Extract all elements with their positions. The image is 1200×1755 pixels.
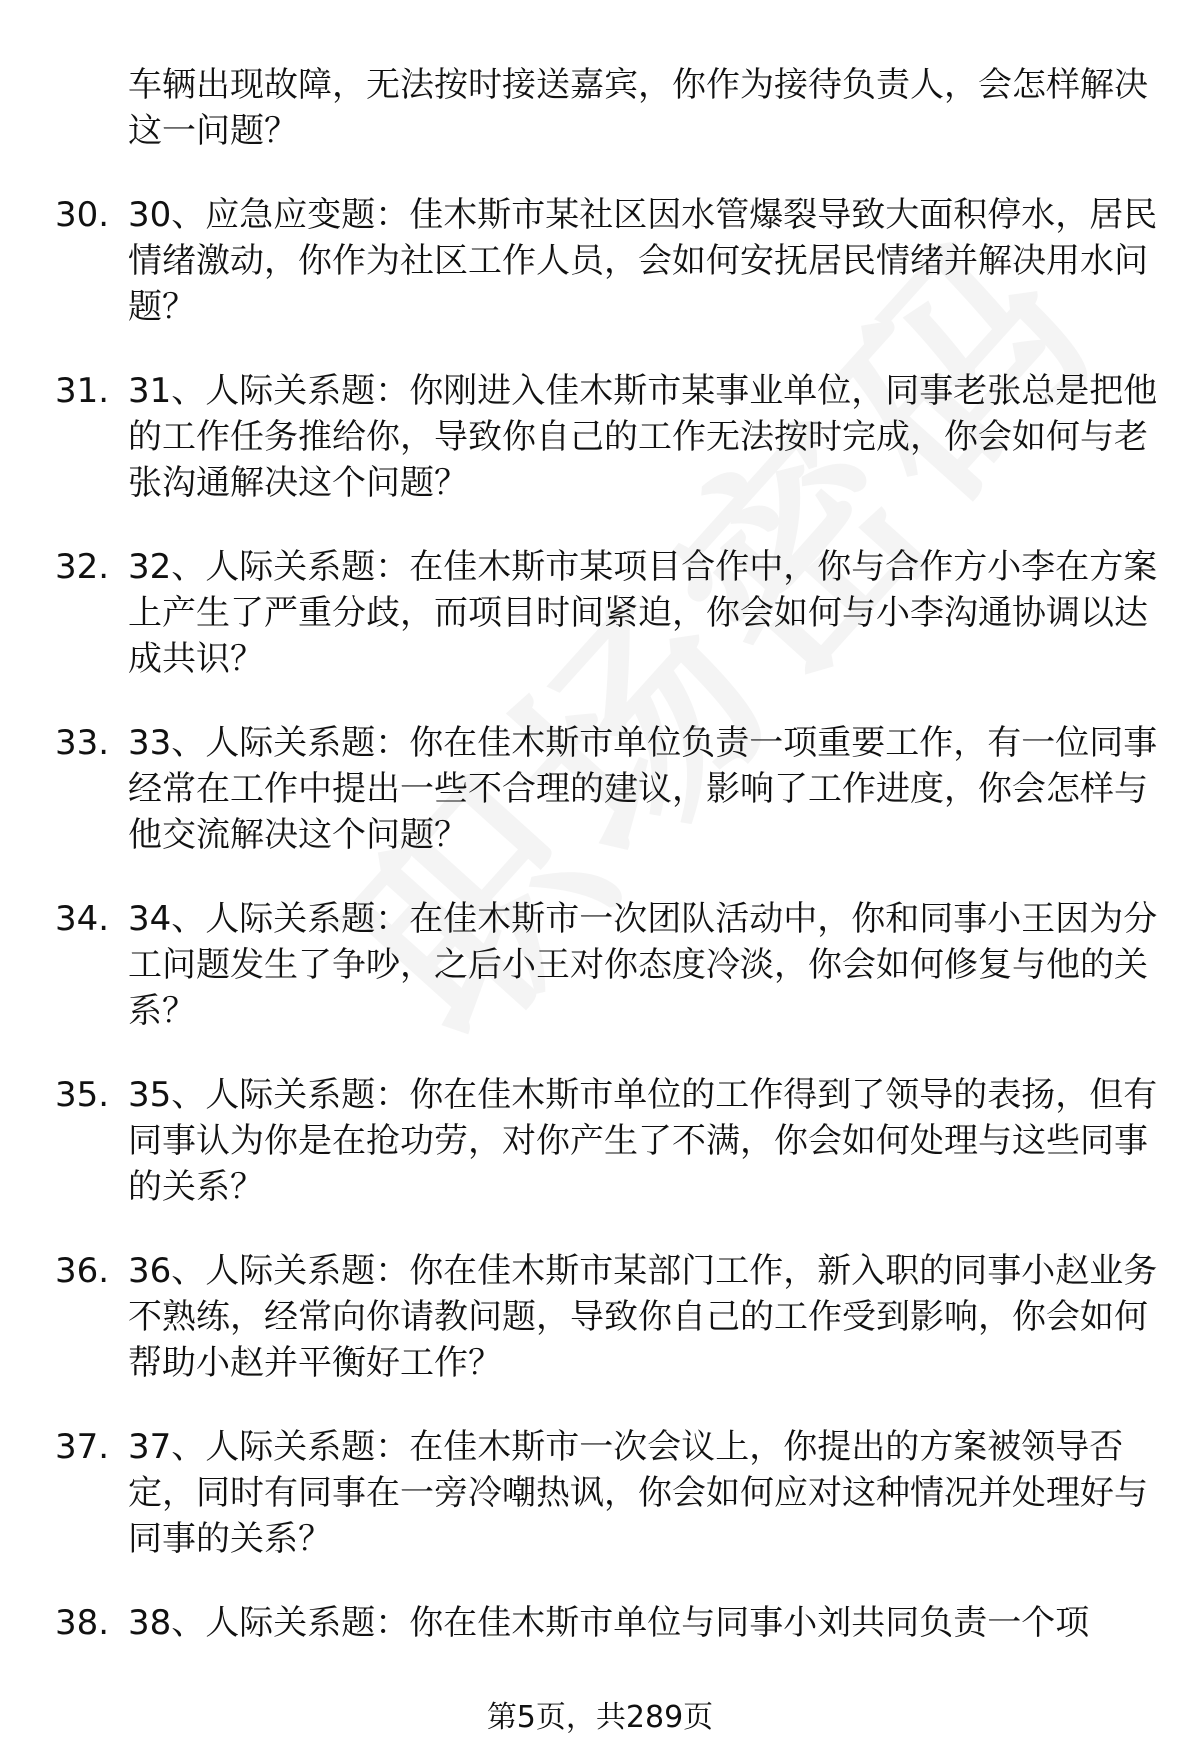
item-text: 36、人际关系题：你在佳木斯市某部门工作，新入职的同事小赵业务不熟练，经常向你请教问题，导致你自己的工作受到影响，你会如何帮助小赵并平衡好工作？ [128, 1251, 1158, 1383]
item-text: 38、人际关系题：你在佳木斯市单位与同事小刘共同负责一个项 [128, 1603, 1090, 1643]
list-item [0, 720, 1200, 858]
item-text: 32、人际关系题：在佳木斯市某项目合作中，你与合作方小李在方案上产生了严重分歧，而项目时间紧迫，你会如何与小李沟通协调以达成共识？ [128, 547, 1158, 679]
item-number: 34. [55, 899, 110, 939]
item-text: 37、人际关系题：在佳木斯市一次会议上，你提出的方案被领导否定，同时有同事在一旁冷嘲热讽，你会如何应对这种情况并处理好与同事的关系？ [128, 1427, 1148, 1559]
list-item [0, 1072, 1200, 1210]
list-item [0, 62, 1200, 154]
item-number: 38. [55, 1603, 110, 1643]
item-number: 36. [55, 1251, 110, 1291]
page-footer: 第5页，共289页 [486, 1700, 714, 1735]
item-text: 30、应急应变题：佳木斯市某社区因水管爆裂导致大面积停水，居民情绪激动，你作为社区工作人员，会如何安抚居民情绪并解决用水问题？ [128, 195, 1158, 327]
item-text: 33、人际关系题：你在佳木斯市单位负责一项重要工作，有一位同事经常在工作中提出一些不合理的建议，影响了工作进度，你会怎样与他交流解决这个问题？ [128, 723, 1158, 855]
item-number: 33. [55, 723, 110, 763]
item-number: 31. [55, 371, 110, 411]
item-number: 30. [55, 195, 110, 235]
item-text: 31、人际关系题：你刚进入佳木斯市某事业单位，同事老张总是把他的工作任务推给你，导致你自己的工作无法按时完成，你会如何与老张沟通解决这个问题？ [128, 371, 1158, 503]
list-item [0, 1248, 1200, 1386]
list-item [0, 1424, 1200, 1562]
list-item [0, 544, 1200, 682]
item-text: 34、人际关系题：在佳木斯市一次团队活动中，你和同事小王因为分工问题发生了争吵，之后小王对你态度冷淡，你会如何修复与他的关系？ [128, 899, 1158, 1031]
item-text: 车辆出现故障，无法按时接送嘉宾，你作为接待负责人，会怎样解决这一问题？ [128, 65, 1148, 151]
question-list [0, 62, 1200, 1684]
list-item [0, 1600, 1200, 1646]
item-text: 35、人际关系题：你在佳木斯市单位的工作得到了领导的表扬，但有同事认为你是在抢功劳，对你产生了不满，你会如何处理与这些同事的关系？ [128, 1075, 1158, 1207]
item-number: 37. [55, 1427, 110, 1467]
list-item [0, 192, 1200, 330]
list-item [0, 896, 1200, 1034]
item-number: 35. [55, 1075, 110, 1115]
list-item [0, 368, 1200, 506]
item-number: 32. [55, 547, 110, 587]
